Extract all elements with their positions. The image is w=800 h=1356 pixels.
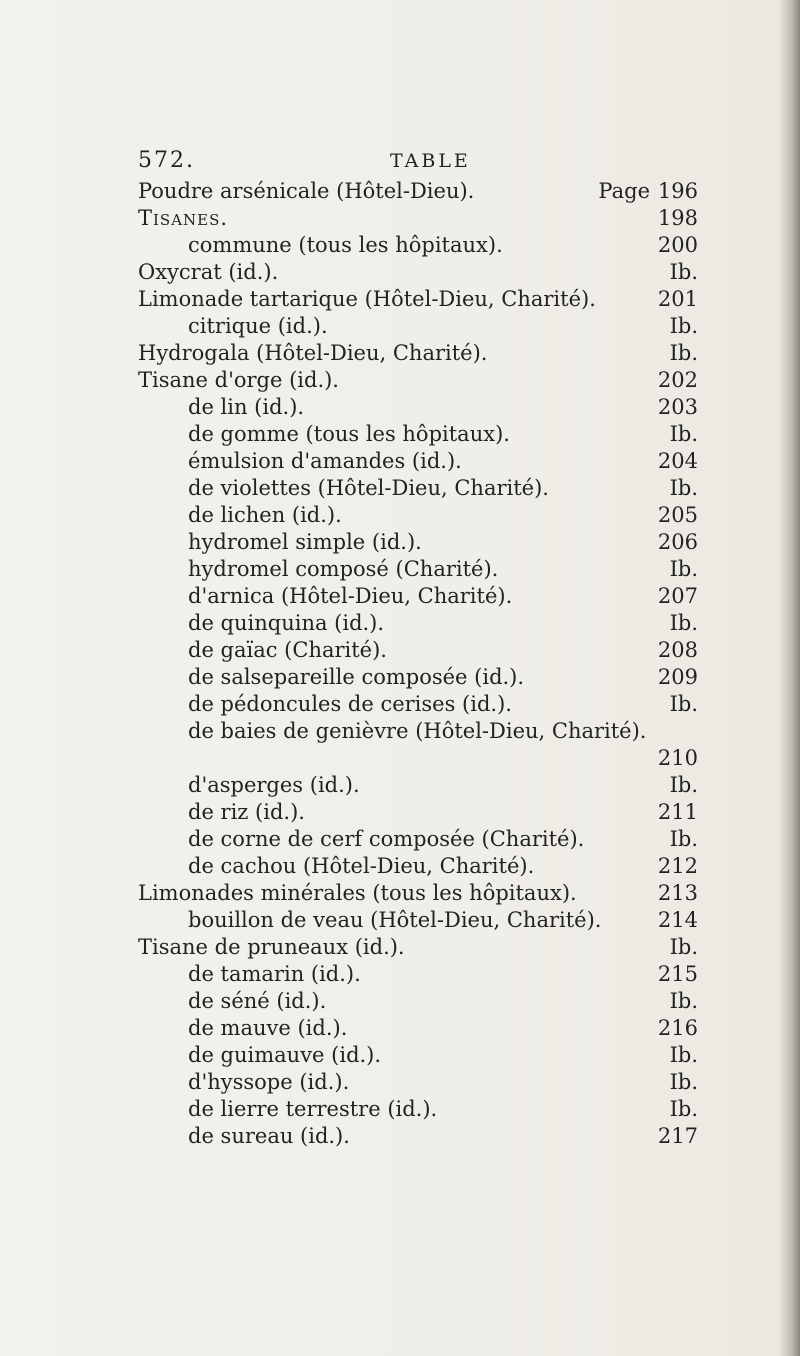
index-entry — [138, 637, 698, 664]
index-entry — [138, 421, 698, 448]
index-entry — [138, 367, 698, 394]
entry-page-ref: Ib. — [669, 422, 698, 446]
entry-text: de tamarin (id.). — [188, 962, 361, 986]
index-entry — [138, 556, 698, 583]
index-entry — [138, 340, 698, 367]
entry-text: de lierre terrestre (id.). — [188, 1097, 438, 1121]
entry-page-ref: Ib. — [669, 341, 698, 365]
index-entry — [138, 529, 698, 556]
index-entry — [138, 718, 698, 745]
entry-text: hydromel composé (Charité). — [188, 557, 499, 581]
index-entry — [138, 826, 698, 853]
entry-text: de lin (id.). — [188, 395, 305, 419]
running-header — [138, 146, 658, 176]
entry-text: de guimauve (id.). — [188, 1043, 382, 1067]
entry-page-ref: 214 — [657, 908, 698, 932]
index-entries — [138, 178, 698, 1150]
entry-text: de cachou (Hôtel-Dieu, Charité). — [188, 854, 535, 878]
entry-text: Tisanes. — [138, 206, 229, 230]
entry-page-ref: Ib. — [669, 1070, 698, 1094]
entry-text: émulsion d'amandes (id.). — [188, 449, 462, 473]
page-label: Page — [598, 179, 650, 203]
entry-page-ref: 201 — [657, 287, 698, 311]
entry-page-ref: 204 — [657, 449, 698, 473]
index-entry — [138, 448, 698, 475]
entry-page-ref: 216 — [657, 1016, 698, 1040]
entry-page-ref: 206 — [657, 530, 698, 554]
entry-text: de pédoncules de cerises (id.). — [188, 692, 512, 716]
index-entry — [138, 961, 698, 988]
index-entry — [138, 313, 698, 340]
index-entry — [138, 1015, 698, 1042]
entry-page-ref: Ib. — [669, 611, 698, 635]
page-number: 572. — [138, 148, 195, 173]
index-entry — [138, 853, 698, 880]
entry-page-ref: Ib. — [669, 260, 698, 284]
entry-text: de lichen (id.). — [188, 503, 342, 527]
entry-page-ref: Ib. — [669, 557, 698, 581]
entry-page-ref: Ib. — [669, 476, 698, 500]
entry-text: d'arnica (Hôtel-Dieu, Charité). — [188, 584, 513, 608]
entry-text: Limonades minérales (tous les hôpitaux). — [138, 881, 577, 905]
entry-page-ref: 207 — [657, 584, 698, 608]
entry-page-ref: Ib. — [669, 1097, 698, 1121]
entry-text: de gaïac (Charité). — [188, 638, 387, 662]
entry-text: de corne de cerf composée (Charité). — [188, 827, 585, 851]
index-entry — [138, 502, 698, 529]
index-entry — [138, 583, 698, 610]
entry-page-ref: 210 — [657, 746, 698, 770]
entry-page-ref: Ib. — [669, 314, 698, 338]
entry-text: d'asperges (id.). — [188, 773, 360, 797]
entry-text: de sureau (id.). — [188, 1124, 350, 1148]
entry-page-ref: 211 — [657, 800, 698, 824]
entry-page-ref: 217 — [657, 1124, 698, 1148]
entry-page-ref: Ib. — [669, 773, 698, 797]
entry-page-ref: 198 — [657, 206, 698, 230]
entry-page-ref: 205 — [657, 503, 698, 527]
entry-text: citrique (id.). — [188, 314, 328, 338]
index-entry — [138, 934, 698, 961]
entry-text: Hydrogala (Hôtel-Dieu, Charité). — [138, 341, 488, 365]
index-entry — [138, 475, 698, 502]
entry-page-ref: Ib. — [669, 935, 698, 959]
index-entry — [138, 745, 698, 772]
entry-text: Tisane d'orge (id.). — [138, 368, 339, 392]
index-entry — [138, 664, 698, 691]
index-entry — [138, 799, 698, 826]
entry-page-ref: 215 — [657, 962, 698, 986]
entry-text: de séné (id.). — [188, 989, 327, 1013]
entry-page-ref: Ib. — [669, 989, 698, 1013]
index-entry — [138, 1123, 698, 1150]
index-entry — [138, 988, 698, 1015]
entry-page-ref: 213 — [657, 881, 698, 905]
index-entry — [138, 286, 698, 313]
entry-page-ref: 212 — [657, 854, 698, 878]
entry-text: de quinquina (id.). — [188, 611, 385, 635]
index-entry — [138, 610, 698, 637]
index-entry — [138, 691, 698, 718]
entry-page-ref: Ib. — [669, 692, 698, 716]
index-entry — [138, 178, 698, 205]
entry-text: de violettes (Hôtel-Dieu, Charité). — [188, 476, 549, 500]
entry-page-ref: Ib. — [669, 1043, 698, 1067]
entry-text: Tisane de pruneaux (id.). — [138, 935, 405, 959]
entry-text: bouillon de veau (Hôtel-Dieu, Charité). — [188, 908, 602, 932]
entry-page-ref: 196 — [657, 179, 698, 203]
index-entry — [138, 232, 698, 259]
index-entry — [138, 1069, 698, 1096]
entry-page-ref: 209 — [657, 665, 698, 689]
entry-page-ref: Ib. — [669, 827, 698, 851]
entry-page-ref: 200 — [657, 233, 698, 257]
entry-text: de riz (id.). — [188, 800, 305, 824]
entry-text: de salsepareille composée (id.). — [188, 665, 525, 689]
entry-text: Oxycrat (id.). — [138, 260, 279, 284]
index-entry — [138, 772, 698, 799]
page-edge-shadow — [778, 0, 800, 1356]
entry-page-ref: 202 — [657, 368, 698, 392]
index-entry — [138, 259, 698, 286]
index-entry — [138, 205, 698, 232]
index-entry — [138, 1096, 698, 1123]
entry-text: commune (tous les hôpitaux). — [188, 233, 503, 257]
index-entry — [138, 907, 698, 934]
entry-page-ref: 203 — [657, 395, 698, 419]
entry-page-ref: 208 — [657, 638, 698, 662]
entry-text: Poudre arsénicale (Hôtel-Dieu). — [138, 179, 475, 203]
running-title: TABLE — [390, 150, 471, 172]
index-entry — [138, 1042, 698, 1069]
entry-text: de baies de genièvre (Hôtel-Dieu, Charité). — [188, 719, 647, 743]
entry-text: Limonade tartarique (Hôtel-Dieu, Charité). — [138, 287, 596, 311]
entry-text: de gomme (tous les hôpitaux). — [188, 422, 510, 446]
entry-text: de mauve (id.). — [188, 1016, 348, 1040]
index-entry — [138, 394, 698, 421]
index-entry — [138, 880, 698, 907]
entry-text: d'hyssope (id.). — [188, 1070, 350, 1094]
entry-text: hydromel simple (id.). — [188, 530, 422, 554]
